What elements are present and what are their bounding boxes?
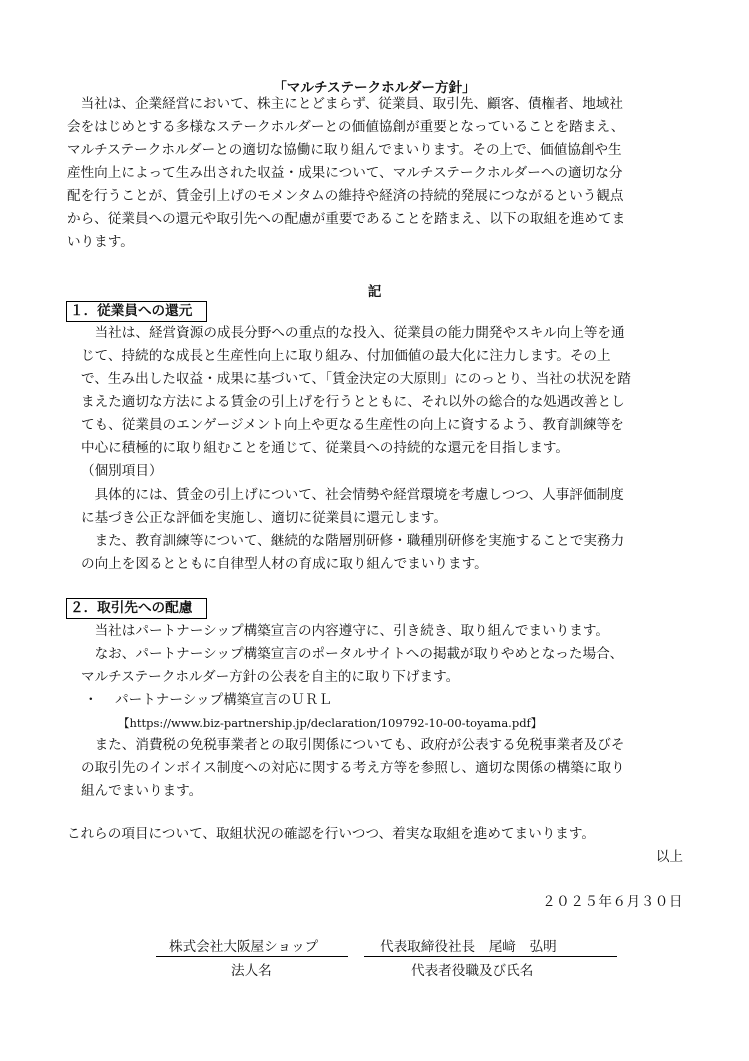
section1-item-line: に基づき公正な評価を実施し、適切に従業員に還元します。 xyxy=(81,510,447,526)
page-title: 「マルチステークホルダー方針」 xyxy=(273,80,476,96)
section1-item-line: の向上を図るとともに自律型人材の育成に取り組んでまいります。 xyxy=(81,556,488,572)
url-label: パートナーシップ構築宣言のＵＲＬ xyxy=(115,692,332,708)
section1-line: 当社は、経営資源の成長分野への重点的な投入、従業員の能力開発やスキル向上等を通 xyxy=(81,325,625,341)
company-name: 株式会社大阪屋ショップ xyxy=(169,939,319,955)
ki-marker: 記 xyxy=(367,284,382,300)
section2-line: 当社はパートナーシップ構築宣言の内容遵守に、引き続き、取り組んでまいります。 xyxy=(81,623,609,639)
date: ２０２５年６月３０日 xyxy=(542,894,683,910)
section1-line: ても、従業員のエンゲージメント向上や更なる生産性の向上に資するよう、教育訓練等を xyxy=(81,417,624,433)
closing-statement: これらの項目について、取組状況の確認を行いつつ、着実な取組を進めてまいります。 xyxy=(67,826,595,842)
rep-label: 代表者役職及び氏名 xyxy=(411,963,534,979)
section1-heading: １．従業員への還元 xyxy=(66,301,207,322)
section2-tax-line: の取引先のインボイス制度への対応に関する考え方等を参照し、適切な関係の構築に取り xyxy=(81,760,625,776)
intro-line: いります。 xyxy=(67,234,134,250)
section1-line: 中心に積極的に取り組むことを通じて、従業員への持続的な還元を目指します。 xyxy=(81,440,570,456)
section2-tax-line: また、消費税の免税事業者との取引関係についても、政府が公表する免税事業者及びそ xyxy=(81,737,625,753)
ijo-marker: 以上 xyxy=(655,849,683,865)
section1-item-line: 具体的には、賃金の引上げについて、社会情勢や経営環境を考慮しつつ、人事評価制度 xyxy=(81,487,624,503)
representative-name: 代表取締役社長 尾﨑 弘明 xyxy=(380,939,557,955)
section1-item-line: また、教育訓練等について、継続的な階層別研修・職種別研修を実施することで実務力 xyxy=(81,533,625,549)
section2-tax-line: 組んでまいります。 xyxy=(81,783,203,799)
intro-line: 配を行うことが、賃金引上げのモメンタムの維持や経済の持続的発展につながるという観点 xyxy=(67,188,624,204)
section1-line: じて、持続的な成長と生産性向上に取り組み、付加価値の最大化に注力します。その上 xyxy=(81,348,611,364)
section2-heading: ２．取引先への配慮 xyxy=(66,598,207,619)
intro-line: 当社は、企業経営において、株主にとどまらず、従業員、取引先、顧客、債権者、地域社 xyxy=(67,96,623,112)
intro-line: から、従業員への還元や取引先への配慮が重要であることを踏まえ、以下の取組を進めてま xyxy=(67,211,626,227)
partnership-url[interactable]: 【https://www.biz-partnership.jp/declaration/109792-10-00-toyama.pdf】 xyxy=(118,716,543,730)
bullet: ・ xyxy=(84,692,98,708)
section1-line: まえた適切な方法による賃金の引上げを行うとともに、それ以外の総合的な処遇改善とし xyxy=(81,394,625,410)
rep-underline xyxy=(364,956,617,957)
section1-sub-label: （個別項目） xyxy=(81,463,163,479)
company-label: 法人名 xyxy=(231,963,272,979)
intro-line: マルチステークホルダーとの適切な協働に取り組んでまいります。その上で、価値協創や生 xyxy=(67,142,622,158)
intro-line: 会をはじめとする多様なステークホルダーとの価値協創が重要となっていることを踏まえ、 xyxy=(67,119,625,135)
section2-line: なお、パートナーシップ構築宣言のポータルサイトへの掲載が取りやめとなった場合、 xyxy=(81,646,624,662)
section1-line: で、生み出した収益・成果に基づいて、「賃金決定の大原則」にのっとり、当社の状況を踏 xyxy=(81,371,631,387)
intro-line: 産性向上によって生み出された収益・成果について、マルチステークホルダーへの適切な分 xyxy=(67,165,623,181)
company-underline xyxy=(156,956,348,957)
section2-line: マルチステークホルダー方針の公表を自主的に取り下げます。 xyxy=(81,669,460,685)
